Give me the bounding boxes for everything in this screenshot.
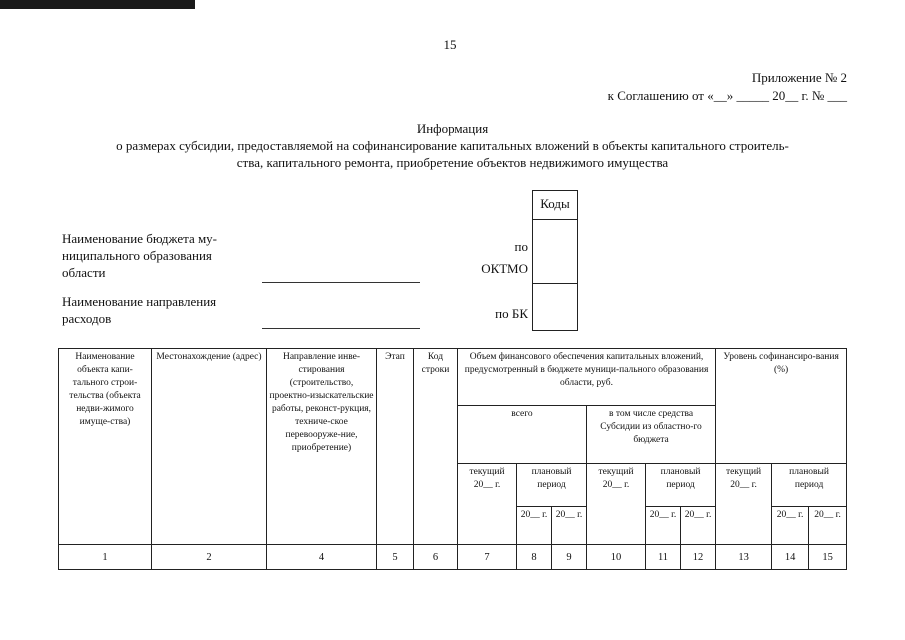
- budget-name-field[interactable]: [262, 282, 420, 283]
- header-total: всего: [458, 406, 587, 464]
- column-number: 2: [152, 545, 267, 570]
- column-number: 7: [458, 545, 517, 570]
- bk-code-cell[interactable]: [533, 283, 577, 284]
- column-number-row: [59, 545, 847, 570]
- column-number: 9: [552, 545, 587, 570]
- budget-name-label: [62, 230, 262, 281]
- document-title: Информация: [416, 121, 489, 136]
- direction-label-line-1: Наименование направления: [62, 294, 217, 309]
- header-subsidy-year-2: 20__ г.: [681, 507, 716, 545]
- budget-name-label-line-1: Наименование бюджета му-: [62, 231, 218, 246]
- column-number: 8: [517, 545, 552, 570]
- column-number: 13: [716, 545, 772, 570]
- document-subtitle-line-1: о размерах субсидии, предоставляемой на софинансирование капитальных вложений в объекты капитального строитель-: [116, 138, 789, 153]
- header-subsidy-current: текущий 20__ г.: [587, 464, 646, 545]
- oktmo-label: ОКТМО: [481, 261, 528, 276]
- header-subsidy-year-1: 20__ г.: [646, 507, 681, 545]
- direction-label: [62, 293, 262, 327]
- column-number: 4: [267, 545, 377, 570]
- header-direction: Направление инве-стирования (строительство, проектно-изыскательские работы, реконст-рукция, техниче-ское перевооруже-ние, приобретение): [267, 349, 377, 545]
- direction-label-line-2: расходов: [62, 311, 112, 326]
- header-volume: Объем финансового обеспечения капитальных вложений, предусмотренный в бюджете муници-пального образования области, руб.: [458, 349, 716, 406]
- column-number: 6: [414, 545, 458, 570]
- header-subsidy: в том числе средства Субсидии из областно-го бюджета: [587, 406, 716, 464]
- budget-name-label-line-2: ниципального образования: [62, 248, 212, 263]
- budget-name-label-line-3: области: [62, 265, 106, 280]
- codes-box: [532, 190, 578, 331]
- column-number: 15: [809, 545, 847, 570]
- header-total-year-2: 20__ г.: [552, 507, 587, 545]
- header-level: Уровень софинансиро-вания (%): [716, 349, 847, 464]
- header-stage: Этап: [377, 349, 414, 545]
- agreement-line: к Соглашению от «__» _____ 20__ г. № ___: [607, 88, 847, 103]
- header-location: Местонахождение (адрес): [152, 349, 267, 545]
- oktmo-code-cell[interactable]: [533, 219, 577, 220]
- header-total-current: текущий 20__ г.: [458, 464, 517, 545]
- header-subsidy-planned: плановый период: [646, 464, 716, 507]
- page-number: 15: [443, 37, 457, 52]
- column-number: 10: [587, 545, 646, 570]
- subsidy-table: [58, 348, 847, 570]
- appendix-title: Приложение № 2: [751, 70, 847, 85]
- document-subtitle-line-2: ства, капитального ремонта, приобретение объектов недвижимого имущества: [236, 155, 669, 170]
- direction-field[interactable]: [262, 328, 420, 329]
- bk-label: по БК: [495, 306, 528, 321]
- column-number: 11: [646, 545, 681, 570]
- header-code: Код строки: [414, 349, 458, 545]
- header-level-planned: плановый период: [772, 464, 847, 507]
- column-number: 12: [681, 545, 716, 570]
- header-total-year-1: 20__ г.: [517, 507, 552, 545]
- header-level-current: текущий 20__ г.: [716, 464, 772, 545]
- header-level-year-1: 20__ г.: [772, 507, 809, 545]
- column-number: 14: [772, 545, 809, 570]
- header-level-year-2: 20__ г.: [809, 507, 847, 545]
- heading-block: [50, 120, 855, 171]
- column-number: 1: [59, 545, 152, 570]
- header-total-planned: плановый период: [517, 464, 587, 507]
- scan-artifact-bar: [0, 0, 195, 9]
- oktmo-prefix: по: [514, 239, 528, 254]
- codes-header: Коды: [540, 196, 570, 211]
- column-number: 5: [377, 545, 414, 570]
- header-object: Наименование объекта капи-тального строи-тельства (объекта недви-жимого имуще-ства): [59, 349, 152, 545]
